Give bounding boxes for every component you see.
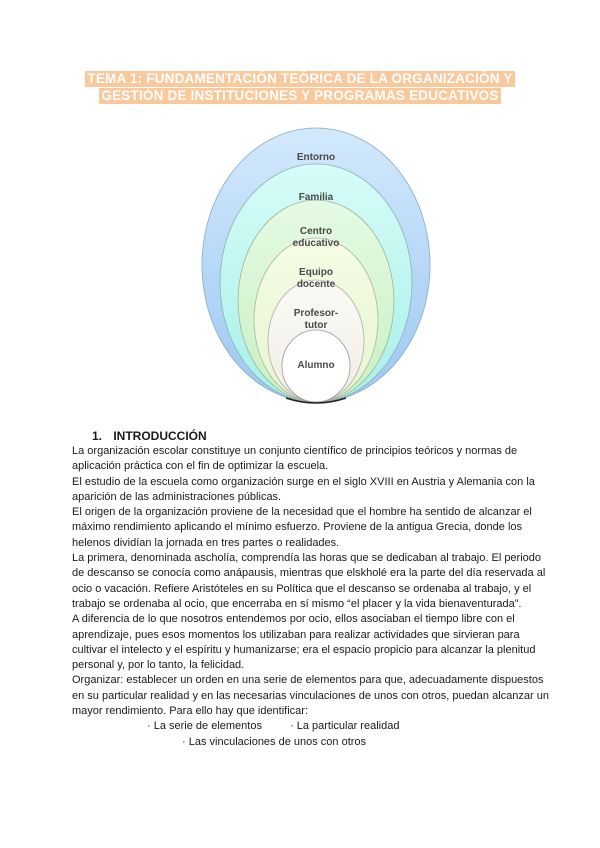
section-body xyxy=(72,444,552,750)
list-row-1 xyxy=(72,719,552,734)
label-alumno: Alumno xyxy=(297,360,335,371)
label-profesor-tutor: Profesor- tutor xyxy=(293,308,339,331)
title-line-2: GESTIÓN DE INSTITUCIONES Y PROGRAMAS EDUCATIVOS xyxy=(101,88,499,103)
label-familia: Familia xyxy=(298,192,334,203)
label-entorno: Entorno xyxy=(296,152,336,163)
label-centro-educativo: Centro educativo xyxy=(292,226,340,249)
label-equipo-docente: Equipo docente xyxy=(296,267,336,290)
diagram-graphic xyxy=(0,0,600,420)
list-item: · La particular realidad xyxy=(290,720,400,733)
concentric-circles-diagram xyxy=(0,0,600,420)
paragraph: A diferencia de lo que nosotros entendemos por ocio, ellos asociaban el tiempo libre con el aprendizaje, pues esos momentos los utilizaban para realizar actividades que sirvieran para cultivar el intelecto y el espíritu y humanizarse; era el espacio propicio para alcanzar la plenitud personal y, por lo tanto, la felicidad. xyxy=(72,613,536,672)
title-line-1: TEMA 1: FUNDAMENTACIÓN TEÓRICA DE LA ORGANIZACIÓN Y xyxy=(87,71,513,86)
section-heading xyxy=(92,429,207,443)
paragraph: La organización escolar constituye un conjunto científico de principios teóricos y normas de aplicación práctica con el fin de optimizar la escuela. xyxy=(72,445,518,473)
list-item: · Las vinculaciones de unos con otros xyxy=(182,735,367,748)
paragraph: El origen de la organización proviene de la necesidad que el hombre ha sentido de alcanzar el máximo rendimiento aplicando el mínimo esfuerzo. Proviene de la antigua Grecia, donde los helenos dividían la jornada en tres partes o realidades. xyxy=(72,506,532,549)
paragraph: La primera, denominada ascholía, comprendía las horas que se dedicaban al trabajo. El periodo de descanso se conocía como anápausis, mientras que elskholé era la parte del día reservada al ocio o vacación. Refiere Aristóteles en su Política que el descanso se ordenaba al trabajo, y el trabajo se ordenaba al ocio, que encerraba en sí mismo “el placer y la vida bienaventurada”. xyxy=(72,552,546,610)
section-number: 1. xyxy=(92,429,103,443)
paragraph: El estudio de la escuela como organización surge en el siglo XVIII en Austria y Alemania con la aparición de las administraciones públicas. xyxy=(72,475,535,503)
list-item: · La serie de elementos xyxy=(147,720,262,733)
paragraph: Organizar: establecer un orden en una serie de elementos para que, adecuadamente dispuestos en su particular realidad y en las necesarias vinculaciones de unos con otros, puedan alcanzar un mayor rendimiento. Para ello hay que identificar: xyxy=(72,674,549,718)
list-row-2 xyxy=(72,735,552,750)
section-title: INTRODUCCIÓN xyxy=(113,429,207,443)
